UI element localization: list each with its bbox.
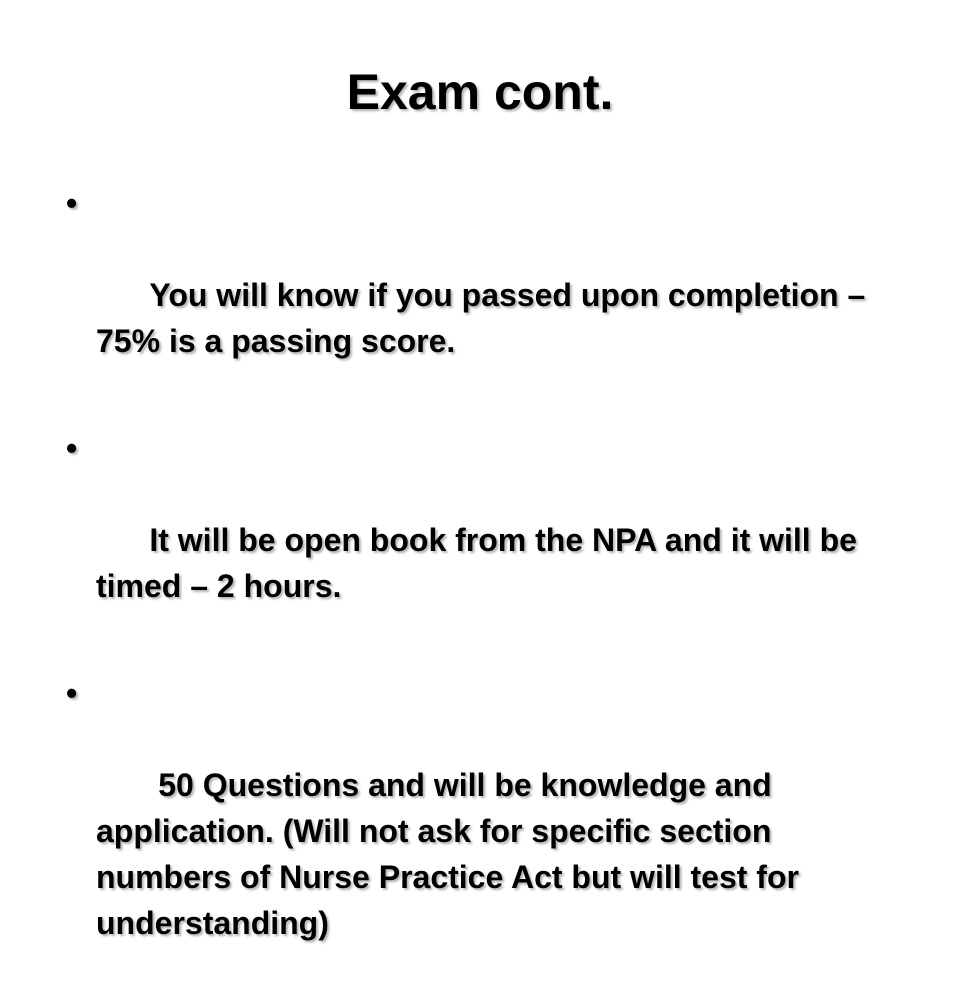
bullet-item (66, 670, 906, 992)
bullet-dot-icon: • (66, 185, 78, 221)
bullet-dot-icon: • (66, 675, 78, 711)
bullet-text: It will be open book from the NPA and it will be timed – 2 hours. (96, 522, 866, 604)
slide-title: Exam cont. (346, 64, 614, 120)
bullet-item (66, 425, 906, 655)
bullet-dot-icon: • (66, 430, 78, 466)
bullet-list (66, 180, 906, 1007)
bullet-text: 50 Questions and will be knowledge and application. (Will not ask for specific section numbers of Nurse Practice Act but will test for understanding) (96, 767, 808, 941)
bullet-item (66, 180, 906, 410)
bullet-text: You will know if you passed upon completion – 75% is a passing score. (96, 277, 875, 359)
